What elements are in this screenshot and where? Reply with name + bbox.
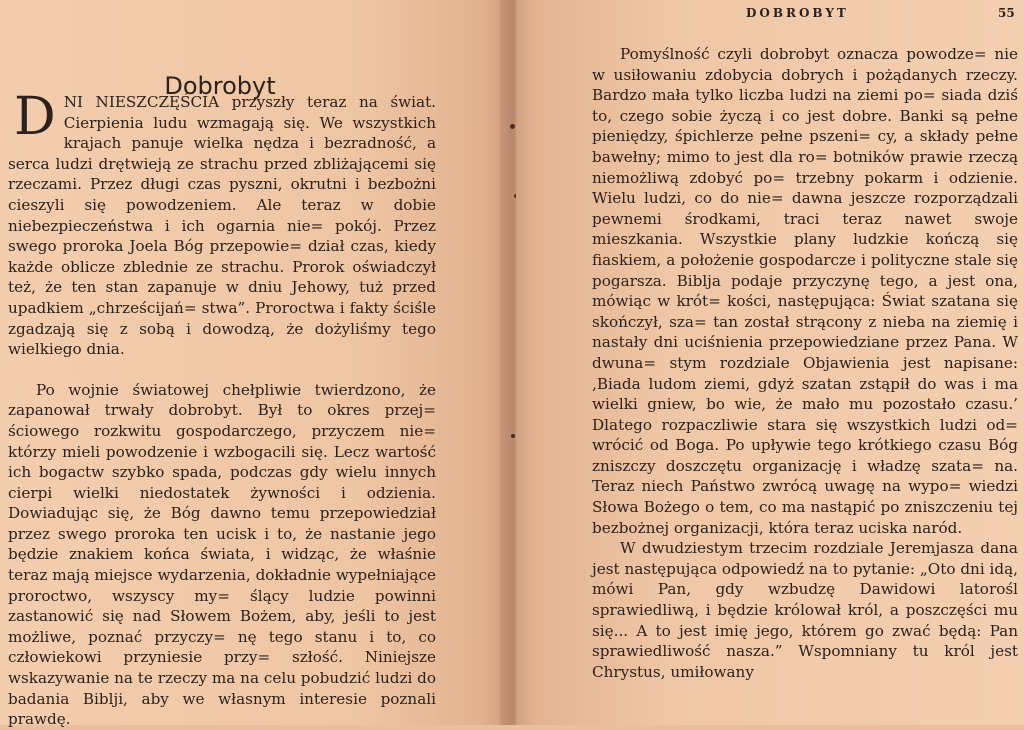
text-line: zbliżającemi się rzeczami. Przez długi czas pyszni, — [8, 154, 437, 194]
text-line: NI NIESZCZĘŚCIA przyszły teraz na — [63, 93, 378, 111]
drop-cap: D — [14, 87, 56, 147]
text-line: Bożem, aby, jeśli to jest możliwe, poznać przyczy= — [8, 607, 437, 646]
text-line: dniu Jehowy, tuż przed upadkiem „chrześcijań= — [8, 278, 437, 317]
text-line: go zwać będą: Pan sprawiedliwość nasza.” — [592, 621, 1019, 661]
right-page — [516, 0, 1024, 725]
text-line: dawna jeszcze rozporządzali pewnemi środkami, — [592, 189, 1019, 228]
text-line: podaje przyczynę tego, a jest ona, mówiąc w krót= — [592, 271, 1019, 311]
text-line: tan został strącony z nieba na ziemię i nastały dni — [592, 312, 1019, 352]
text-line: teraz w dobie niebezpieczeństwa i ich ogarnia nie= — [8, 195, 436, 235]
text-line: stwa”. Proroctwa i fakty ściśle zgadzają się z sobą — [8, 298, 436, 338]
text-line: rzeczy. Bardzo mała tylko liczba ludzi na ziemi po= — [592, 65, 1018, 105]
text-line: wielu innych cierpi wielki niedostatek żywności i — [8, 463, 437, 502]
text-line: celu pobudzić ludzi do badania Biblji, aby we — [8, 669, 437, 708]
text-line: własnym interesie poznali prawdę. — [8, 689, 436, 729]
text-line: ściowego rozkwitu gospodarczego, przyczem nie= — [8, 421, 436, 440]
text-line: i dowodzą, że dożyliśmy tego wielkiego dnia. — [8, 319, 437, 359]
text-line: przepowiedział przez swego proroka ten ucisk i to, — [8, 504, 436, 543]
text-line: Po wojnie światowej chełpliwie twierdzono, że — [36, 380, 436, 399]
text-line: poszczęści mu się... A to jest imię jego, którem — [592, 601, 1019, 640]
text-line: Wspomniany tu król jest Chrystus, umiłowany — [592, 642, 1018, 681]
text-line: nie w usiłowaniu zdobycia dobrych i pożądanych — [592, 45, 1019, 84]
text-line: plany ludzkie kończą się fiaskiem, a położenie — [592, 230, 1019, 269]
running-head: DOBROBYT — [746, 6, 849, 20]
text-line: latorośl sprawiedliwą, i będzie królował król, a — [592, 580, 1019, 620]
text-line: botników prawie rzeczą niemożliwą zdobyć po= — [592, 147, 1019, 187]
text-line: wszystkich krajach panuje wielka nędza i — [63, 113, 437, 153]
text-line: ślący ludzie powinni zastanowić się nad Słowem — [8, 586, 436, 626]
text-line: W dwudziestym trzecim rozdziale Jeremjasza — [620, 539, 975, 558]
text-line: którzy mieli powodzenie i wzbogacili się. Lecz — [8, 442, 370, 461]
text-line: siada dziś to, czego sobie życzą i co jest dobre. — [592, 86, 1018, 125]
text-line: zapanował trwały dobrobyt. Był to okres przej= — [8, 401, 436, 420]
page-number: 55 — [998, 6, 1015, 20]
text-line: wiedzi Słowa Bożego o tem, co ma nastąpić po — [592, 477, 1018, 517]
text-line: „Oto dni idą, mówi Pan, gdy wzbudzę Dawidowi — [592, 559, 1018, 599]
text-line: Banki są pełne pieniędzy, śpichlerze pełne pszeni= — [592, 106, 1019, 146]
text-line: że nastanie jego będzie znakiem końca świata, i — [8, 524, 437, 564]
text-line: gospodarcze i polityczne stale się pogarsza. Biblja — [592, 250, 1019, 290]
left-page — [0, 0, 506, 729]
text-line: odzienia. Dowiadując się, że Bóg dawno temu — [8, 483, 437, 523]
second-paragraph — [8, 380, 436, 730]
text-line: trzebny pokarm i odzienie. Wielu ludzi, co do nie= — [592, 168, 1018, 208]
binding-speck — [511, 434, 515, 438]
text-line: nę tego stanu i to, co człowiekowi przyniesie przy= — [8, 627, 436, 667]
left-page-text — [8, 87, 437, 730]
right-page-text — [592, 44, 1018, 682]
binding-speck — [510, 124, 515, 129]
text-line: kości, następująca: Świat szatana się skończył, sza= — [592, 292, 1019, 331]
text-line: pokój. Przez swego proroka Joela Bóg przepowie= — [8, 216, 436, 256]
text-line: świat. Cierpienia ludu wzmagają się. We — [63, 93, 437, 132]
text-line: Prorok oświadczył też, że ten stan zapanuje w — [8, 257, 437, 297]
text-line: Dlatego rozpaczliwie stara się wszystkich ludzi od= — [592, 415, 1018, 434]
text-line: stym rozdziale Objawienia jest napisane: ‚Biada — [592, 353, 1019, 393]
opening-paragraph — [8, 87, 437, 360]
text-line: Pomyślność czyli dobrobyt oznacza powodze= — [620, 45, 987, 63]
text-line: dział czas, kiedy każde oblicze zblednie ze strachu. — [8, 237, 437, 276]
text-line: wielki gniew, bo wie, że mało mu pozostało czasu.’ — [592, 395, 1018, 414]
text-line: szłość. Niniejsze wskazywanie na te rzeczy ma na — [8, 648, 436, 688]
text-line: na. Teraz niech Państwo zwrócą uwagę na wypo= — [592, 456, 1019, 496]
second-paragraph — [592, 538, 1018, 682]
text-line: uciska naród. — [858, 518, 963, 537]
text-line: bezradność, a serca ludzi drętwieją ze strachu przed — [8, 134, 436, 173]
text-line: wartość ich bogactw szybko spada, podczas gdy — [8, 442, 436, 482]
chapter-title: Dobrobyt — [164, 72, 276, 101]
text-line: wrócić od Boga. Po upływie tego krótkiego czasu — [592, 436, 982, 455]
text-line: dokładnie wypełniające proroctwo, wszyscy my= — [8, 566, 437, 605]
text-line: traci teraz nawet swoje mieszkania. Wszystkie — [592, 209, 1019, 249]
text-line: cy, a składy pełne bawełny; mimo to jest dla ro= — [592, 127, 1018, 166]
text-line: uciśnienia przepowiedziane przez Pana. W dwuna= — [592, 333, 1018, 372]
first-paragraph — [592, 44, 1018, 538]
text-line: dana jest następująca odpowiedź na to pytanie: — [592, 539, 1018, 578]
text-line: okrutni i bezbożni cieszyli się powodzeniem. Ale — [8, 175, 436, 214]
text-line: ludom ziemi, gdyż szatan zstąpił do was i ma — [648, 374, 1018, 393]
text-line: zniszczeniu tej bezbożnej organizacji, która teraz — [592, 498, 1019, 537]
text-line: widząc, że właśnie teraz mają miejsce wydarzenia, — [8, 545, 437, 585]
text-line: Bóg zniszczy doszczętu organizację i władzę szata= — [592, 436, 1018, 475]
